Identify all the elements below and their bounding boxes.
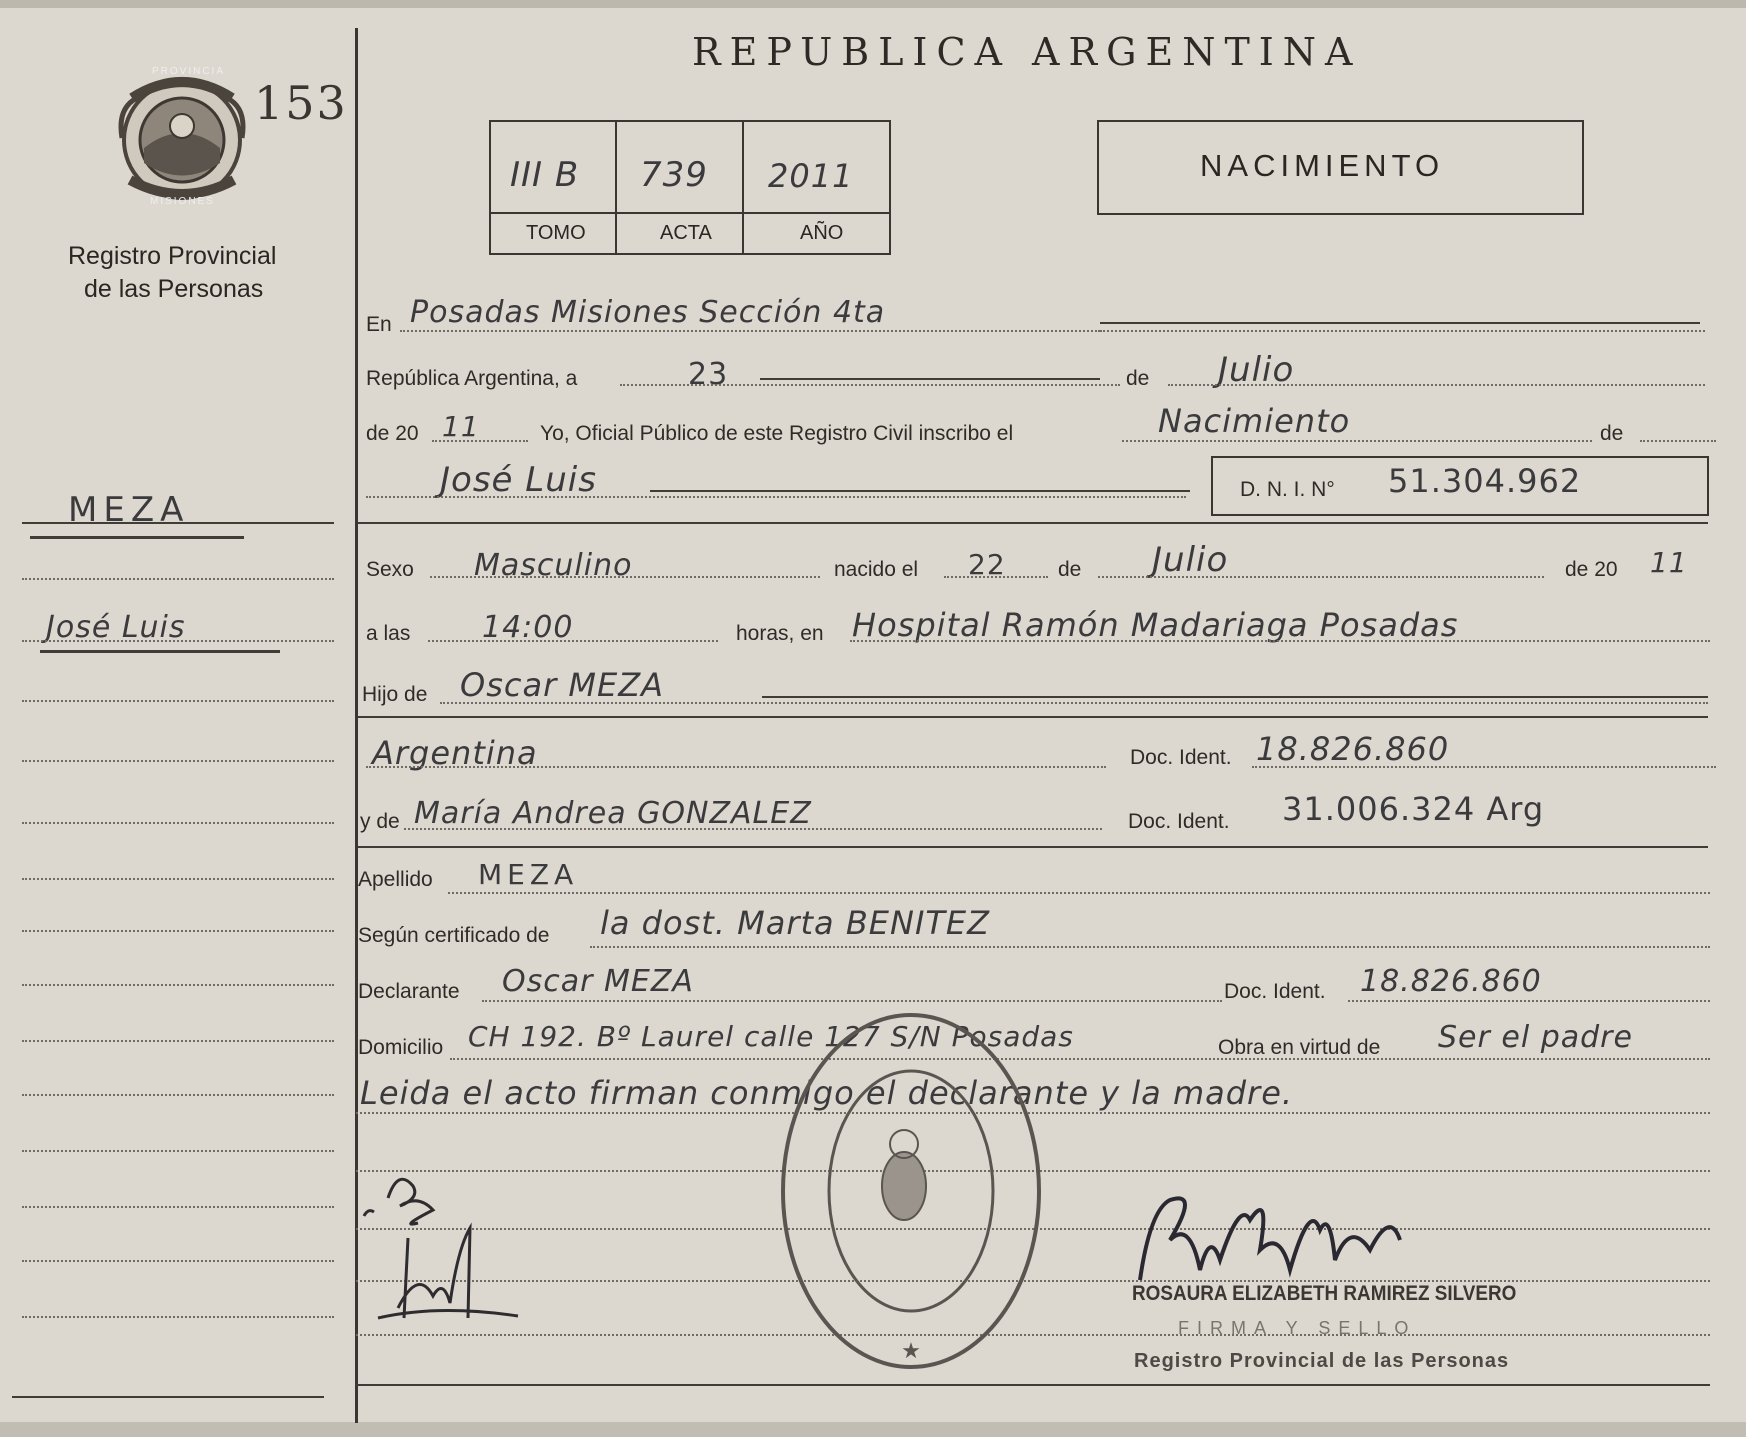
sexo-line [430,576,820,578]
registry-name-line1: Registro Provincial [68,242,277,270]
father-doc: 18.826.860 [1256,730,1450,768]
de20-label: de 20 [366,422,419,445]
nacido-label: nacido el [834,558,919,581]
declarante-value: Oscar MEZA [502,964,694,999]
domicilio-value: CH 192. Bº Laurel calle 127 S/N Posadas [468,1020,1074,1053]
apellido-value: MEZA [478,858,579,891]
margin-line-6 [22,822,334,824]
dni-label: D. N. I. N° [1240,478,1335,501]
place-line [400,330,1100,332]
father-name: Oscar MEZA [460,666,665,704]
provincial-seal-icon [112,68,252,212]
margin-line-3 [22,640,334,642]
margin-line-8 [22,930,334,932]
sexo-value: Masculino [474,548,633,583]
margin-underline-surname [30,536,244,539]
place-line-solid [1100,322,1700,324]
month-line [1168,384,1705,386]
margin-line-11 [22,1094,334,1096]
official-stamp-icon [778,1010,1044,1372]
margin-line-9 [22,984,334,986]
act-type-value: Nacimiento [1158,402,1351,440]
certificate-line [590,946,1710,948]
birth-month: Julio [1152,540,1229,580]
section-divider-3 [358,846,1708,848]
birth-place: Hospital Ramón Madariaga Posadas [852,606,1459,644]
signature-line-bottom [356,1384,1710,1386]
day-value: 23 [688,357,729,392]
margin-line-1 [22,522,334,524]
father-line [440,702,1708,704]
mother-line [404,828,1102,830]
birth-year-suffix: 11 [1650,546,1688,579]
father-nationality: Argentina [372,734,538,772]
de-label-3: de [1058,558,1082,581]
declarante-doc-line [1348,1000,1710,1002]
acta-label: ACTA [660,222,712,244]
anio-label: AÑO [800,222,844,244]
mother-doc: 31.006.324 Arg [1282,790,1545,828]
mother-name: María Andrea GONZALEZ [414,796,812,831]
margin-line-bottom [12,1396,324,1398]
anio-value: 2011 [768,157,854,195]
segun-label: Según certificado de [358,924,550,947]
day-line [620,384,1120,386]
act-box-divider-2 [742,120,744,253]
closing-text: Leida el acto firman conmigo el declarante y la madre. [360,1074,1294,1112]
seal-top-text: PROVINCIA [152,66,226,77]
dni-value: 51.304.962 [1388,462,1582,500]
domicilio-label: Domicilio [358,1036,444,1059]
place-line-end [1100,330,1705,332]
section-divider-1 [358,522,1708,524]
en-label: En [366,313,392,336]
margin-line-15 [22,1316,334,1318]
country-title: REPUBLICA ARGENTINA [692,30,1362,74]
document-type: NACIMIENTO [1200,148,1445,183]
margin-line-12 [22,1150,334,1152]
margin-line-10 [22,1040,334,1042]
apellido-line [448,892,1710,894]
margin-line-14 [22,1260,334,1262]
year-suffix-line [432,440,528,442]
bottom-edge [0,1422,1746,1437]
margin-names: José Luis [46,610,186,645]
seal-bottom-text: MISIONES [150,196,215,207]
margin-line-5 [22,760,334,762]
declarante-label: Declarante [358,980,460,1003]
doc-label-1: Doc. Ident. [1130,746,1232,769]
top-edge [0,0,1746,8]
registry-name-line2: de las Personas [84,275,264,303]
hijo-label: Hijo de [362,683,428,706]
margin-line-13 [22,1206,334,1208]
day-line-solid [760,378,1100,380]
place-value: Posadas Misiones Sección 4ta [410,295,886,330]
birth-place-line [850,640,1710,642]
tomo-value: III B [510,155,580,195]
birth-day: 22 [968,548,1006,581]
svg-text:★: ★ [901,1338,921,1363]
month-value: Julio [1218,350,1295,390]
section-divider-2 [358,716,1708,718]
margin-line-4 [22,700,334,702]
margin-line-7 [22,878,334,880]
child-names: José Luis [440,460,597,500]
act-box-label-line [489,212,889,214]
official-office: Registro Provincial de las Personas [1134,1350,1510,1372]
official-role: FIRMA Y SELLO [1178,1318,1417,1338]
domicilio-line [450,1058,1710,1060]
act-box-divider-1 [615,120,617,253]
doc-label-3: Doc. Ident. [1224,980,1326,1003]
margin-line-2 [22,578,334,580]
acta-value: 739 [640,155,708,195]
obra-value: Ser el padre [1438,1020,1633,1055]
apellido-label: Apellido [358,868,433,891]
birth-day-line [944,576,1048,578]
official-signature-icon [1130,1190,1430,1290]
hour-value: 14:00 [482,610,574,645]
certificate-value: la dost. Marta BENITEZ [600,904,991,942]
margin-surname: MEZA [68,490,190,530]
obra-label: Obra en virtud de [1218,1036,1381,1059]
act-type-line [1122,440,1592,442]
father-line-solid [762,696,1708,698]
tomo-label: TOMO [526,222,586,244]
doc-label-2: Doc. Ident. [1128,810,1230,833]
horas-label: horas, en [736,622,824,645]
de-label-1: de [1126,367,1150,390]
de-line-2 [1640,440,1716,442]
year-suffix: 11 [442,410,480,443]
declarante-doc: 18.826.860 [1360,964,1542,999]
yde-label: y de [360,810,400,833]
page-number: 153 [254,76,348,130]
birth-month-line [1098,576,1544,578]
margin-underline-names [40,650,280,653]
declarante-line [482,1000,1222,1002]
republica-label: República Argentina, a [366,367,578,390]
de20-label-2: de 20 [1565,558,1618,581]
father-doc-line [1252,766,1716,768]
official-name: ROSAURA ELIZABETH RAMIREZ SILVERO [1132,1282,1517,1305]
de-label-2: de [1600,422,1624,445]
declarant-signature-icon [358,1168,528,1338]
hour-line [428,640,718,642]
father-nat-line [366,766,1106,768]
alas-label: a las [366,622,411,645]
child-names-line [366,496,1186,498]
child-names-line-solid [650,490,1190,492]
sexo-label: Sexo [366,558,414,581]
yo-label: Yo, Oficial Público de este Registro Civil inscribo el [540,422,1014,445]
